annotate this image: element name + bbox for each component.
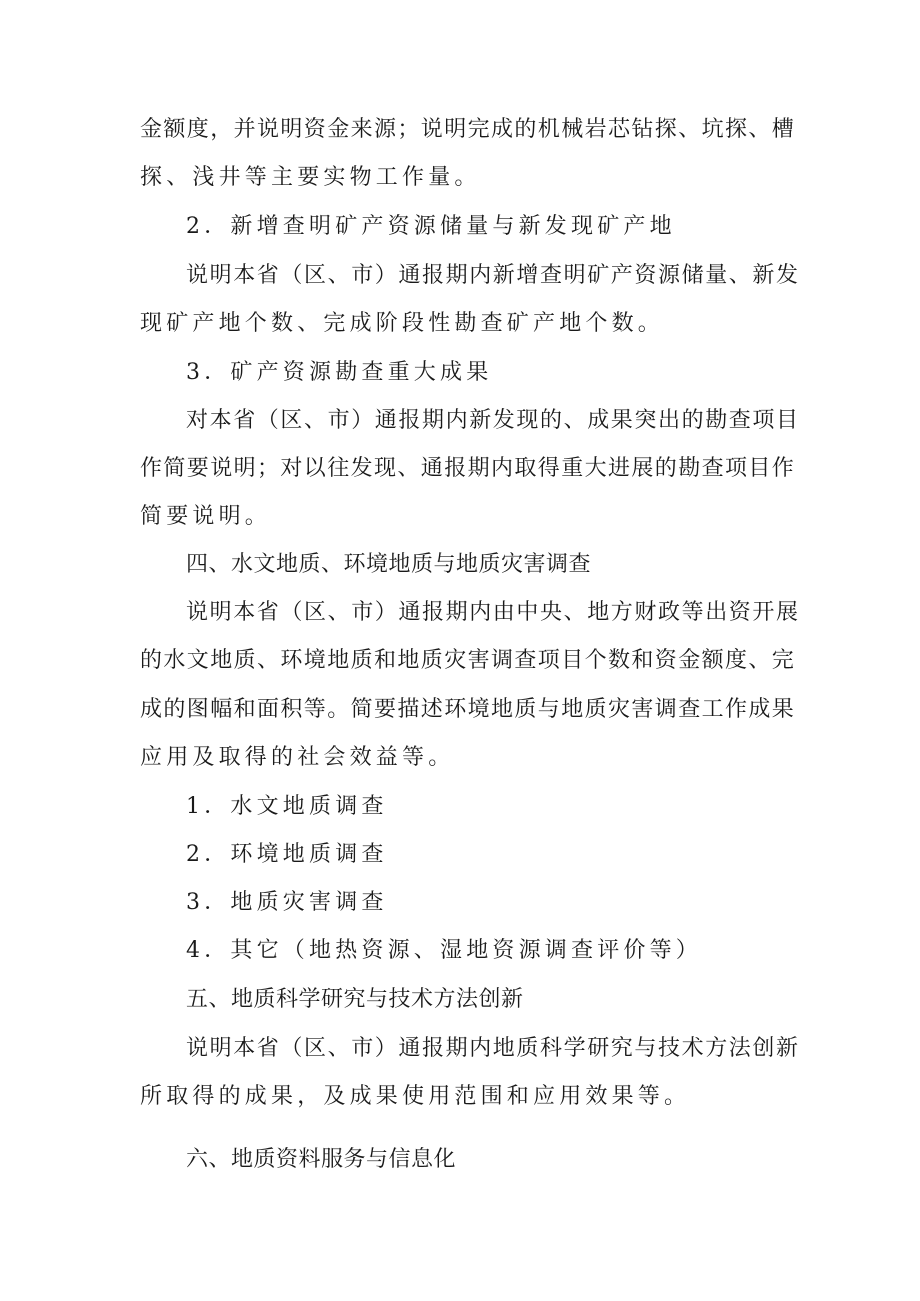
paragraph-line: 说明本省（区、市）通报期内地质科学研究与技术方法创新: [186, 1036, 800, 1061]
paragraph-line: 说明本省（区、市）通报期内新增查明矿产资源储量、新发: [186, 263, 800, 288]
paragraph-line: 成的图幅和面积等。简要描述环境地质与地质灾害调查工作成果: [140, 697, 796, 722]
paragraph-line: 对本省（区、市）通报期内新发现的、成果突出的勘查项目: [186, 408, 800, 433]
subsection-title: 3．矿产资源勘查重大成果: [186, 360, 493, 385]
subsection-title: 1．水文地质调查: [186, 794, 388, 819]
section-heading-5: 五、地质科学研究与技术方法创新: [186, 987, 524, 1012]
subsection-title: 2．新增查明矿产资源储量与新发现矿产地: [186, 214, 676, 239]
subsection-title: 2．环境地质调查: [186, 842, 388, 867]
subsection-title: 3．地质灾害调查: [186, 890, 388, 915]
paragraph-line: 简要说明。: [140, 504, 272, 529]
paragraph-line: 说明本省（区、市）通报期内由中央、地方财政等出资开展: [186, 600, 800, 625]
subsection-title: 4．其它（地热资源、湿地资源调查评价等）: [186, 938, 702, 963]
paragraph-line: 探、浅井等主要实物工作量。: [140, 165, 481, 190]
paragraph-line: 金额度，并说明资金来源；说明完成的机械岩芯钻探、坑探、槽: [140, 117, 796, 142]
paragraph-line: 应用及取得的社会效益等。: [140, 745, 455, 770]
paragraph-line: 现矿产地个数、完成阶段性勘查矿产地个数。: [140, 311, 665, 336]
paragraph-line: 作简要说明；对以往发现、通报期内取得重大进展的勘查项目作: [140, 456, 796, 481]
section-heading-4: 四、水文地质、环境地质与地质灾害调查: [186, 552, 592, 577]
paragraph-line: 的水文地质、环境地质和地质灾害调查项目个数和资金额度、完: [140, 648, 796, 673]
paragraph-line: 所取得的成果，及成果使用范围和应用效果等。: [140, 1084, 691, 1109]
section-heading-6: 六、地质资料服务与信息化: [186, 1147, 457, 1172]
